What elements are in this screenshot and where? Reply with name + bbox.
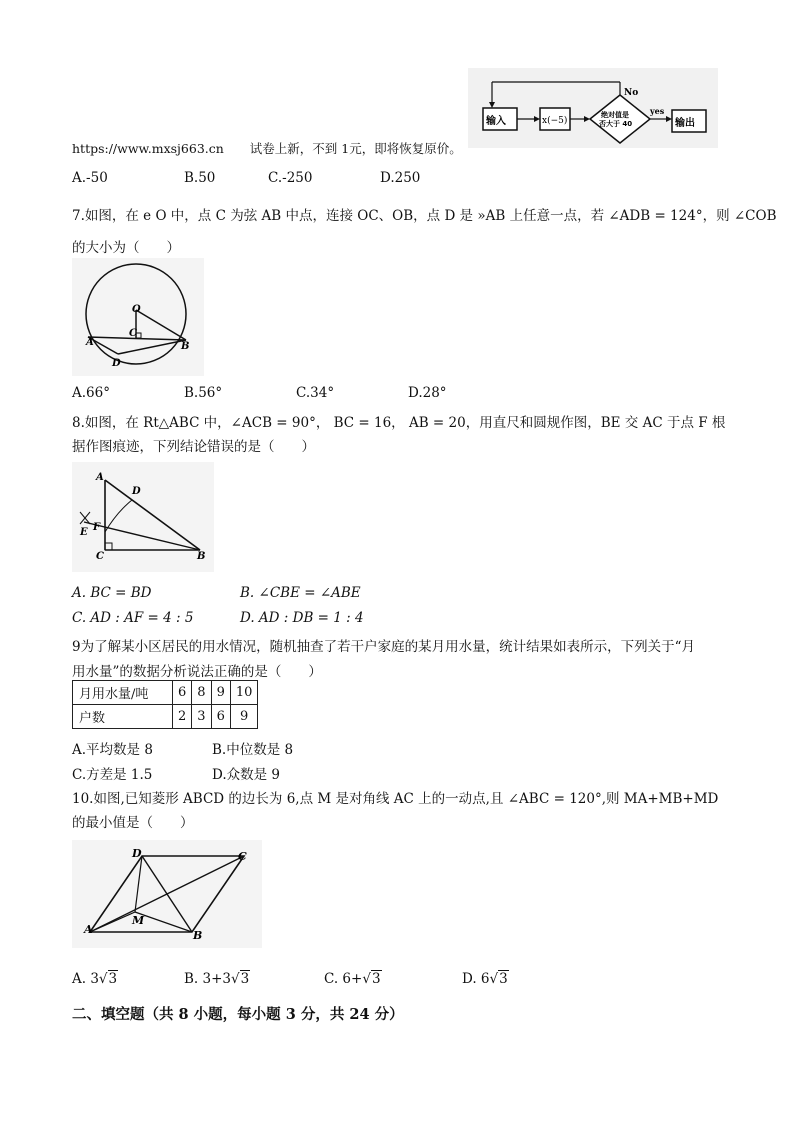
table-cell: 3 bbox=[192, 705, 211, 729]
table-cell: 2 bbox=[173, 705, 192, 729]
q9-stem-line1: 9为了解某小区居民的用水情况，随机抽查了若干户家庭的某月用水量，统计结果如表所示，下列关于“月 bbox=[72, 639, 695, 655]
q10-stem-line2: 的最小值是（ ） bbox=[72, 815, 194, 831]
radical-sign: √ bbox=[489, 971, 499, 987]
q10-label-c: C bbox=[238, 850, 247, 863]
table-cell: 8 bbox=[192, 681, 211, 705]
q8-label-d: D bbox=[132, 486, 141, 497]
radical-sign: √ bbox=[231, 971, 240, 987]
q9-option-a: A.平均数是 8 bbox=[72, 742, 153, 758]
q10-option-b-radicand: 3 bbox=[240, 971, 250, 987]
q8-triangle-figure bbox=[72, 462, 214, 572]
q8-label-a: A bbox=[96, 472, 104, 483]
q10-option-d bbox=[462, 971, 509, 987]
q8-label-f: F bbox=[93, 522, 101, 533]
q6-option-d: D.250 bbox=[380, 170, 421, 186]
q7-option-b: B.56° bbox=[184, 385, 223, 401]
q10-option-c-radicand: 3 bbox=[371, 971, 381, 987]
table-header-cell: 户数 bbox=[73, 705, 173, 729]
radical-sign: √ bbox=[98, 971, 108, 987]
q7-option-d: D.28° bbox=[408, 385, 447, 401]
flowchart-operation-label: x(−5) bbox=[542, 116, 568, 126]
q8-label-c: C bbox=[96, 551, 104, 562]
table-row bbox=[73, 681, 258, 705]
q10-option-d-prefix: D. 6 bbox=[462, 971, 490, 987]
q7-stem-line2: 的大小为（ ） bbox=[72, 240, 180, 256]
table-cell: 9 bbox=[230, 705, 258, 729]
q6-option-b: B.50 bbox=[184, 170, 216, 186]
q8-option-a: A. BC = BD bbox=[72, 585, 152, 601]
q8-label-e: E bbox=[80, 527, 88, 538]
q8-stem-line1: 8.如图，在 Rt△ABC 中，∠ACB = 90°， BC = 16， AB = 20，用直尺和圆规作图，BE 交 AC 于点 F 根 bbox=[72, 415, 726, 431]
q8-option-c: C. AD : AF = 4 : 5 bbox=[72, 610, 194, 626]
notice-text: 试卷上新，不到 1元，即将恢复原价。 bbox=[249, 141, 462, 156]
q7-circle-figure bbox=[72, 258, 204, 376]
radical-sign: √ bbox=[362, 971, 371, 987]
q10-rhombus-figure bbox=[72, 840, 262, 948]
q9-water-table bbox=[72, 680, 258, 729]
q7-option-c: C.34° bbox=[296, 385, 335, 401]
q10-label-b: B bbox=[193, 929, 203, 942]
flowchart-output-label: 输出 bbox=[675, 118, 695, 129]
flowchart-decision-line2: 否大于 40 bbox=[599, 120, 633, 128]
notice-line bbox=[72, 139, 462, 157]
q10-option-b-prefix: B. 3+3 bbox=[184, 971, 231, 987]
q7-label-c: C bbox=[129, 328, 137, 339]
q10-option-a-radicand: 3 bbox=[108, 971, 118, 987]
notice-url[interactable]: https://www.mxsj663.cn bbox=[72, 141, 224, 156]
q10-stem-line1: 10.如图,已知菱形 ABCD 的边长为 6,点 M 是对角线 AC 上的一动点,且 ∠ABC = 120°,则 MA+MB+MD bbox=[72, 791, 719, 807]
q10-option-a bbox=[72, 971, 118, 987]
q7-label-b: B bbox=[181, 341, 190, 352]
q10-label-m: M bbox=[132, 914, 145, 927]
flowchart-yes-label: yes bbox=[650, 106, 665, 116]
flowchart-figure bbox=[468, 68, 718, 148]
table-header-cell: 月用水量/吨 bbox=[73, 681, 173, 705]
table-cell: 9 bbox=[211, 681, 230, 705]
q9-stem-line2: 用水量”的数据分析说法正确的是（ ） bbox=[72, 664, 322, 680]
table-row bbox=[73, 705, 258, 729]
q9-option-c: C.方差是 1.5 bbox=[72, 767, 153, 783]
q8-option-d: D. AD : DB = 1 : 4 bbox=[240, 610, 364, 626]
q9-option-d: D.众数是 9 bbox=[212, 767, 281, 783]
flowchart-input-label: 输入 bbox=[486, 116, 506, 127]
q10-option-d-radicand: 3 bbox=[499, 971, 508, 987]
q10-option-b bbox=[184, 971, 250, 987]
flowchart-no-label: No bbox=[624, 88, 639, 98]
q6-option-c: C.-250 bbox=[268, 170, 313, 186]
table-cell: 10 bbox=[230, 681, 258, 705]
q10-option-c bbox=[324, 971, 382, 987]
table-cell: 6 bbox=[173, 681, 192, 705]
q6-option-a: A.-50 bbox=[72, 170, 108, 186]
q8-option-b: B. ∠CBE = ∠ABE bbox=[240, 585, 361, 601]
q10-label-a: A bbox=[84, 923, 93, 936]
flowchart-decision-line1: 绝对值是 bbox=[601, 111, 629, 119]
q7-option-a: A.66° bbox=[72, 385, 110, 401]
q8-label-b: B bbox=[197, 551, 206, 562]
q7-stem-line1: 7.如图，在 e O 中，点 C 为弦 AB 中点，连接 OC、OB，点 D 是 »AB 上任意一点，若 ∠ADB = 124°，则 ∠COB bbox=[72, 208, 777, 224]
table-cell: 6 bbox=[211, 705, 230, 729]
q8-stem-line2: 据作图痕迹，下列结论错误的是（ ） bbox=[72, 439, 315, 455]
section-2-heading: 二、填空题（共 8 小题，每小题 3 分，共 24 分） bbox=[72, 1006, 404, 1023]
q10-label-d: D bbox=[132, 847, 142, 860]
q10-option-c-prefix: C. 6+ bbox=[324, 971, 363, 987]
q10-option-a-prefix: A. 3 bbox=[72, 971, 99, 987]
q7-label-o: O bbox=[132, 304, 141, 315]
q7-label-a: A bbox=[86, 337, 94, 348]
q7-label-d: D bbox=[112, 358, 121, 369]
q9-option-b: B.中位数是 8 bbox=[212, 742, 294, 758]
